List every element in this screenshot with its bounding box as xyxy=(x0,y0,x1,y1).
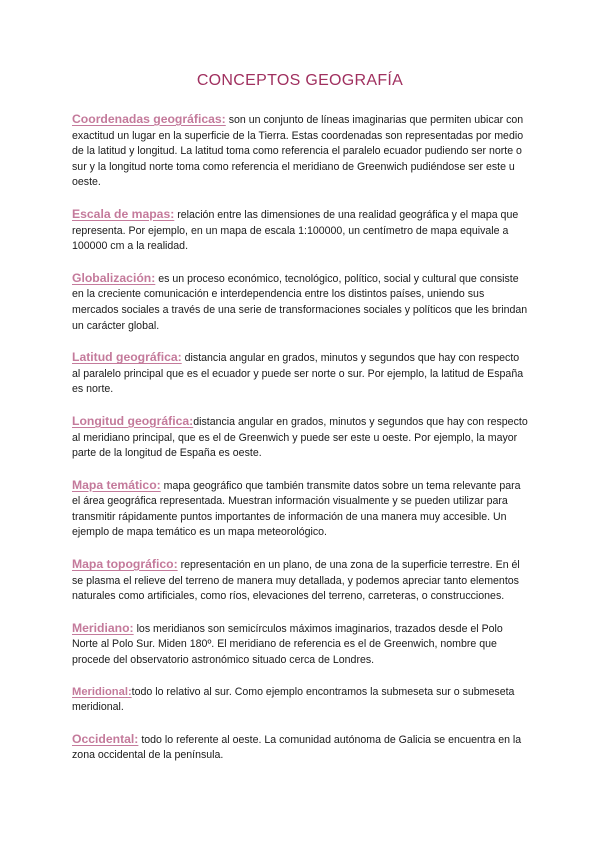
term-meridional: Meridional: xyxy=(72,685,132,698)
term-latitud: Latitud geográfica: xyxy=(72,350,182,365)
term-mapa-tematico: Mapa temático: xyxy=(72,477,161,492)
definition-longitud: distancia angular en grados, minutos y segundos que hay con respecto al meridiano principal, que es el de Greenwich y puede ser este u oeste. Por ejemplo, la mayor parte de la longitud de España es oeste. xyxy=(72,415,528,460)
definition-globalizacion: es un proceso económico, tecnológico, político, social y cultural que consiste en la creciente comunicación e interdependencia entre los distintos países, uniendo sus mercados sociales a través de una serie de transformaciones sociales y políticos que les brindan un carácter global. xyxy=(72,272,528,332)
term-mapa-topografico: Mapa topográfico: xyxy=(72,557,178,572)
term-meridiano: Meridiano: xyxy=(72,620,134,635)
entry-occidental xyxy=(72,732,528,764)
entry-meridiano xyxy=(72,621,528,669)
entry-globalizacion xyxy=(72,271,528,334)
term-occidental: Occidental: xyxy=(72,731,139,746)
term-globalizacion: Globalización: xyxy=(72,270,156,285)
entry-latitud xyxy=(72,350,528,398)
entry-longitud xyxy=(72,414,528,462)
definition-mapa-tematico: mapa geográfico que también transmite datos sobre un tema relevante para el área geográfica representada. Muestran información visualmente y se pueden utilizar para transmitir rápidamente puntos importantes de información de una manera muy accesible. Un ejemplo de mapa temático es un mapa meteorológico. xyxy=(72,479,521,539)
page-title: CONCEPTOS GEOGRAFÍA xyxy=(196,72,404,89)
entry-mapa-tematico xyxy=(72,478,528,541)
definition-coordenadas: son un conjunto de líneas imaginarias que permiten ubicar con exactitud un lugar en la superficie de la Tierra. Estas coordenadas son representadas por medio de la latitud y longitud. La latitud toma como referencia el paralelo ecuador pudiendo ser norte o sur y la longitud norte toma como referencia el meridiano de Greenwich pudiéndose ser este u oeste. xyxy=(72,114,524,189)
entry-coordenadas xyxy=(72,112,528,191)
entry-mapa-topografico xyxy=(72,557,528,605)
definition-meridional: todo lo relativo al sur. Como ejemplo encontramos la submeseta sur o submeseta meridional. xyxy=(72,685,515,714)
entry-meridional xyxy=(72,685,528,716)
definition-meridiano: los meridianos son semicírculos máximos imaginarios, trazados desde el Polo Norte al Polo Sur. Miden 180º. El meridiano de referencia es el de Greenwich, nombre que procede del observatorio astronómico situado cerca de Londres. xyxy=(72,622,503,667)
definition-mapa-topografico: representación en un plano, de una zona de la superficie terrestre. En él se plasma el relieve del terreno de manera muy detallada, y podemos apreciar tanto elementos naturales como artificiales, como ríos, elevaciones del terreno, carreteras, o construcciones. xyxy=(72,559,520,603)
term-longitud: Longitud geográfica: xyxy=(72,413,194,428)
definition-occidental: todo lo referente al oeste. La comunidad autónoma de Galicia se encuentra en la zona occidental de la península. xyxy=(72,733,522,762)
document-page xyxy=(72,0,528,764)
term-escala: Escala de mapas: xyxy=(72,206,175,221)
definition-escala: relación entre las dimensiones de una realidad geográfica y el mapa que representa. Por ejemplo, en un mapa de escala 1:100000, un centímetro de mapa equivale a 100000 cm a la realidad. xyxy=(72,208,519,253)
definition-latitud: distancia angular en grados, minutos y segundos que hay con respecto al paralelo principal que es el ecuador y puede ser norte o sur. Por ejemplo, la latitud de España es norte. xyxy=(72,352,524,396)
entry-escala xyxy=(72,207,528,255)
term-coordenadas: Coordenadas geográficas: xyxy=(72,112,226,126)
